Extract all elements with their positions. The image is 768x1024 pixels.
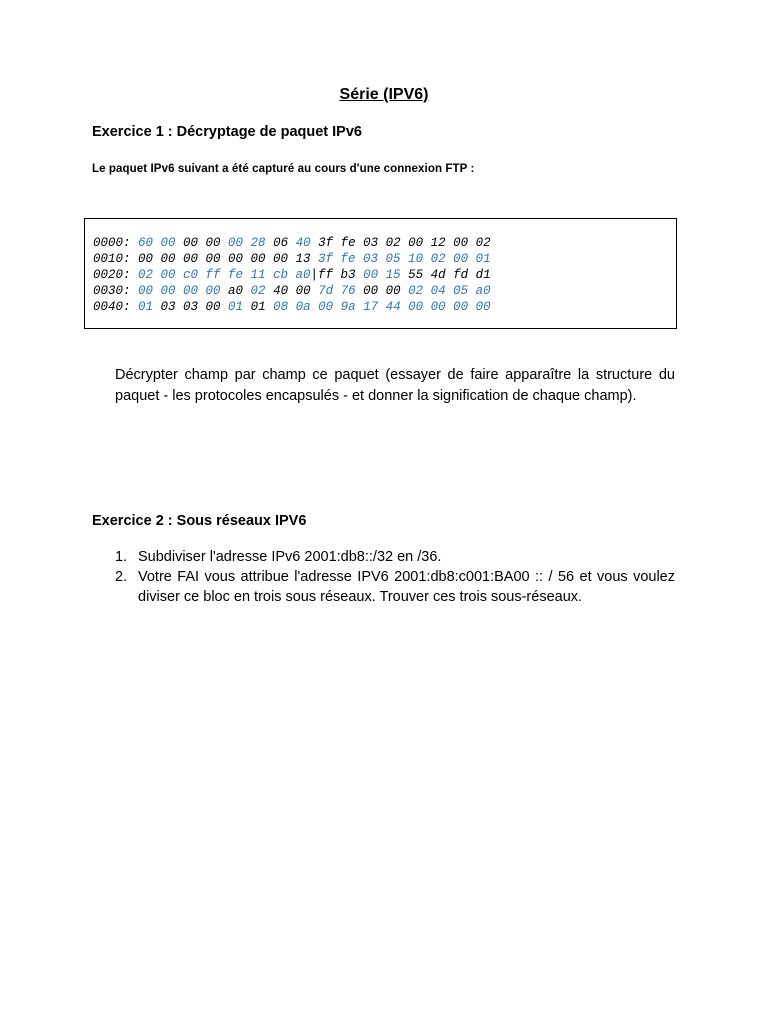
exercise-1-title: Exercice 1 : Décryptage de paquet IPv6 bbox=[92, 124, 362, 140]
hex-segment: 0030: bbox=[93, 284, 139, 298]
exercise-2-title: Exercice 2 : Sous réseaux IPV6 bbox=[92, 513, 307, 529]
exercise-1-intro: Le paquet IPv6 suivant a été capturé au cours d'une connexion FTP : bbox=[92, 163, 475, 175]
hex-segment: 60 00 bbox=[138, 236, 184, 250]
hex-segment: 01 bbox=[250, 300, 274, 314]
list-item bbox=[115, 547, 675, 567]
hex-line bbox=[93, 267, 676, 283]
hex-segment: 40 bbox=[295, 236, 319, 250]
hex-segment: 0000: bbox=[93, 236, 139, 250]
list-item-text: Votre FAI vous attribue l'adresse IPV6 2001:db8:c001:BA00 :: / 56 et vous voulez diviser ce bloc en trois sous réseaux. Trouver ces trois sous-réseaux. bbox=[138, 569, 675, 605]
hex-segment: 55 4d fd d1 bbox=[408, 268, 491, 282]
hex-segment: |ff b3 bbox=[310, 268, 364, 282]
hex-segment: 0040: bbox=[93, 300, 139, 314]
hex-line bbox=[93, 299, 676, 315]
exercise-1-instruction: Décrypter champ par champ ce paquet (essayer de faire apparaître la structure du paquet - les protocoles encapsulés - et donner la signification de chaque champ). bbox=[115, 367, 675, 404]
hex-segment: 7d 76 bbox=[318, 284, 364, 298]
hex-line bbox=[93, 235, 676, 251]
hex-segment: 00 28 bbox=[228, 236, 274, 250]
hex-segment: 3f fe 03 05 10 02 00 01 bbox=[318, 252, 491, 266]
hex-segment: 40 00 bbox=[273, 284, 319, 298]
hex-segment: 03 03 00 bbox=[160, 300, 229, 314]
list-item bbox=[115, 567, 675, 607]
hex-segment: 00 15 bbox=[363, 268, 409, 282]
hex-dump-box bbox=[84, 218, 677, 329]
hex-segment: 3f fe 03 02 00 12 00 02 bbox=[318, 236, 491, 250]
hex-line bbox=[93, 283, 676, 299]
hex-segment: 0010: 00 00 00 00 00 00 00 13 bbox=[93, 252, 319, 266]
list-item-number: 1. bbox=[115, 549, 128, 565]
hex-segment: a0 bbox=[228, 284, 251, 298]
exercise-2-list bbox=[115, 547, 675, 607]
hex-segment: 0020: bbox=[93, 268, 139, 282]
hex-segment: 06 bbox=[273, 236, 296, 250]
page-title: Série (IPV6) bbox=[339, 86, 429, 103]
hex-line bbox=[93, 251, 676, 267]
hex-segment: 00 00 bbox=[183, 236, 229, 250]
hex-segment: 08 0a 00 9a 17 44 00 00 00 00 bbox=[273, 300, 491, 314]
hex-segment: 02 04 05 a0 bbox=[408, 284, 491, 298]
hex-segment: 02 00 c0 ff fe 11 cb a0 bbox=[138, 268, 311, 282]
list-item-text: Subdiviser l'adresse IPv6 2001:db8::/32 en /36. bbox=[138, 549, 442, 565]
hex-segment: 01 bbox=[228, 300, 251, 314]
hex-segment: 00 00 bbox=[363, 284, 409, 298]
hex-segment: 01 bbox=[138, 300, 161, 314]
hex-segment: 02 bbox=[250, 284, 274, 298]
list-item-number: 2. bbox=[115, 569, 128, 585]
hex-segment: 00 00 00 00 bbox=[138, 284, 229, 298]
